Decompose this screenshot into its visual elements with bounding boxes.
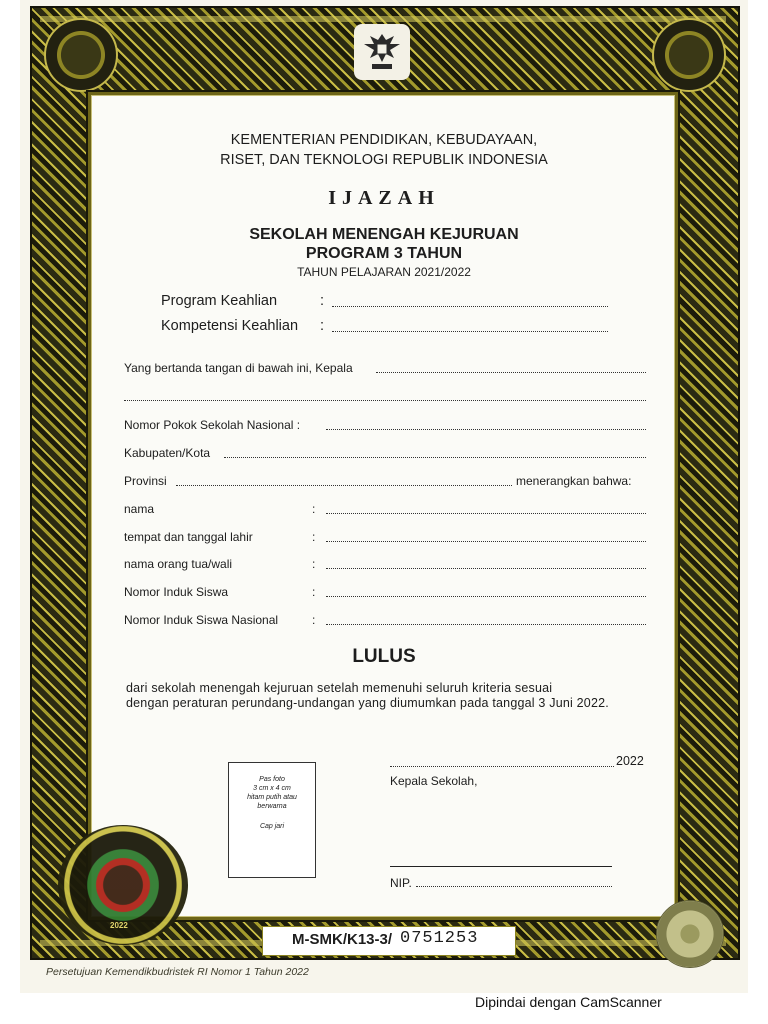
photo-box: [228, 762, 316, 878]
nisn-field: [326, 624, 646, 625]
nama-field: [326, 513, 646, 514]
signature-line: [390, 866, 612, 867]
fingerprint-label: Cap jari: [259, 823, 285, 830]
nama-colon: :: [312, 502, 316, 516]
menerangkan-label: menerangkan bahwa:: [516, 474, 632, 488]
nis-label: Nomor Induk Siswa: [124, 585, 229, 599]
nis-colon: :: [312, 585, 316, 599]
document-title: IJAZAH: [328, 187, 440, 209]
npsn-label: Nomor Pokok Sekolah Nasional :: [124, 418, 301, 432]
serial-number: 0751253: [400, 929, 479, 948]
program-keahlian-label: Program Keahlian: [161, 293, 278, 309]
seal-year: 2022: [110, 921, 128, 930]
provinsi-field: [176, 485, 512, 486]
nis-field: [326, 596, 646, 597]
intro-label: Yang bertanda tangan di bawah ini, Kepala: [124, 361, 353, 375]
kompetensi-keahlian-colon: :: [320, 318, 325, 334]
garuda-emblem-icon: [354, 24, 410, 80]
result-statement-line-2: dengan peraturan perundang-undangan yang diumumkan pada tanggal 3 Juni 2022.: [126, 696, 609, 710]
kabupaten-field: [224, 457, 646, 458]
npsn-field: [326, 429, 646, 430]
kabupaten-label: Kabupaten/Kota: [124, 446, 211, 460]
nisn-label: Nomor Induk Siswa Nasional: [124, 613, 279, 627]
graduation-status: LULUS: [352, 646, 416, 667]
serial-prefix: M-SMK/K13-3/: [292, 931, 393, 948]
ministry-line-1: KEMENTERIAN PENDIDIKAN, KEBUDAYAAN,: [230, 132, 538, 148]
nama-label: nama: [124, 502, 155, 516]
principal-title: Kepala Sekolah,: [390, 774, 478, 788]
ortu-field: [326, 568, 646, 569]
school-type-line-1: SEKOLAH MENENGAH KEJURUAN: [249, 226, 519, 243]
photo-box-line-1: Pas foto: [259, 776, 285, 783]
academic-year: TAHUN PELAJARAN 2021/2022: [297, 265, 471, 279]
school-name-field: [376, 372, 646, 373]
signature-year: 2022: [616, 754, 644, 768]
corner-ornament-top-right: [652, 18, 726, 92]
kompetensi-keahlian-label: Kompetensi Keahlian: [161, 318, 299, 334]
kompetensi-keahlian-field: [332, 331, 608, 332]
signature-date-field: [390, 766, 614, 767]
nip-field: [416, 886, 612, 887]
hologram-seal-icon: [656, 900, 724, 968]
nip-label: NIP.: [390, 876, 412, 890]
ortu-colon: :: [312, 557, 316, 571]
ttl-colon: :: [312, 530, 316, 544]
approval-note: Persetujuan Kemendikbudristek RI Nomor 1 Tahun 2022: [46, 966, 309, 978]
photo-box-line-4: berwarna: [257, 803, 287, 810]
ministry-line-2: RISET, DAN TEKNOLOGI REPUBLIK INDONESIA: [220, 152, 548, 168]
program-keahlian-field: [332, 306, 608, 307]
photo-box-line-3: hitam putih atau: [247, 794, 297, 801]
school-type-line-2: PROGRAM 3 TAHUN: [305, 245, 463, 262]
certificate-body: [88, 92, 678, 920]
nisn-colon: :: [312, 613, 316, 627]
ttl-field: [326, 541, 646, 542]
school-seal-icon: [58, 825, 188, 945]
provinsi-label: Provinsi: [124, 474, 167, 488]
corner-ornament-top-left: [44, 18, 118, 92]
ortu-label: nama orang tua/wali: [124, 557, 233, 571]
photo-box-line-2: 3 cm x 4 cm: [253, 785, 291, 792]
ttl-label: tempat dan tanggal lahir: [124, 530, 253, 544]
scanner-watermark: Dipindai dengan CamScanner: [475, 994, 662, 1010]
border-band-top: [40, 16, 726, 22]
program-keahlian-colon: :: [320, 293, 325, 309]
result-statement-line-1: dari sekolah menengah kejuruan setelah memenuhi seluruh kriteria sesuai: [126, 681, 553, 695]
school-name-field-continued: [124, 400, 646, 401]
